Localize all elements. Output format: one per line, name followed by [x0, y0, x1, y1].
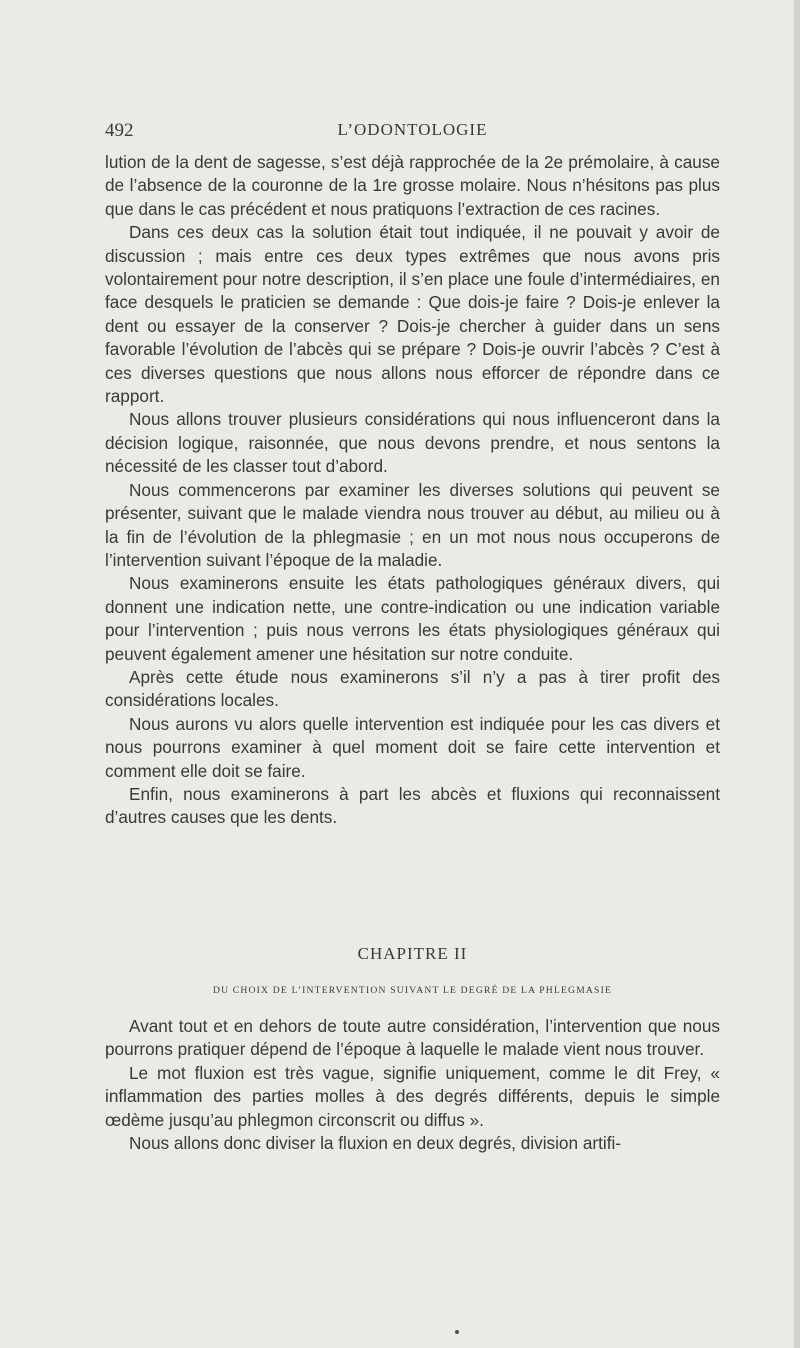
chapter-title: CHAPITRE II	[357, 944, 468, 963]
journal-title: L’ODONTOLOGIE	[337, 120, 488, 139]
paragraph: Nous examinerons ensuite les états pathologiques généraux divers, qui donnent une indication nette, une contre-indication ou une indication variable pour l’intervention ; puis nous verrons les états physiologiques généraux qui peuvent également amener une hésitation sur notre conduite.	[105, 573, 720, 664]
paragraph: Après cette étude nous examinerons s’il n’y a pas à tirer profit des considérations locales.	[105, 666, 720, 711]
chapter-subtitle-text: DU CHOIX DE L’INTERVENTION SUIVANT LE DEGRÉ DE LA PHLEGMASIE	[212, 985, 613, 996]
paragraph: Nous allons donc diviser la fluxion en deux degrés, division artifi-	[129, 1133, 622, 1154]
paragraph: lution de la dent de sagesse, s’est déjà rapprochée de la 2e prémolaire, à cause de l’absence de la couronne de la 1re grosse molaire. Nous n’hésitons pas plus que dans le cas précédent et nous pratiquons l’extraction de ces racines.	[105, 152, 720, 219]
paragraph: Avant tout et en dehors de toute autre considération, l’intervention que nous pourrons pratiquer dépend de l’époque à laquelle le malade vient nous trouver.	[105, 1016, 720, 1060]
body-text-top	[105, 151, 720, 830]
paragraph: Nous allons trouver plusieurs considérations qui nous influenceront dans la décision logique, raisonnée, que nous devons prendre, et nous sentons la nécessité de les classer tout d’abord.	[105, 409, 720, 477]
page-edge	[794, 0, 800, 1348]
paragraph: Nous aurons vu alors quelle intervention est indiquée pour les cas divers et nous pourrons examiner à quel moment doit se faire cette intervention et comment elle doit se faire.	[105, 713, 720, 781]
running-head	[105, 120, 720, 144]
ink-speck	[455, 1330, 459, 1334]
paragraph: Le mot fluxion est très vague, signifie uniquement, comme le dit Frey, « inflammation des parties molles à des degrés différents, depuis le simple œdème jusqu’au phlegmon circonscrit ou diffus ».	[105, 1062, 720, 1130]
paragraph: Enfin, nous examinerons à part les abcès et fluxions qui reconnaissent d’autres causes que les dents.	[105, 783, 720, 828]
page-number: 492	[105, 120, 134, 141]
body-text-bottom	[105, 1015, 720, 1155]
paragraph: Dans ces deux cas la solution était tout indiquée, il ne pouvait y avoir de discussion ; mais entre ces deux types extrêmes que nous avons pris volontairement pour notre description, il s’en place une foule d’intermédiaires, en face desquels le praticien se demande : Que dois-je faire ? Dois-je enlever la dent ou essayer de la conserver ? Dois-je chercher à guider dans un sens favorable l’évolution de l’abcès qui se prépare ? Dois-je ouvrir l’abcès ? C’est à ces diverses questions que nous allons nous efforcer de répondre dans ce rapport.	[105, 222, 720, 407]
paragraph: Nous commencerons par examiner les diverses solutions qui peuvent se présenter, suivant que le malade viendra nous trouver au début, au milieu ou à la fin de l’évolution de la phlegmasie ; en un mot nous nous occuperons de l’intervention suivant l’époque de la maladie.	[105, 479, 720, 570]
chapter-subtitle	[105, 985, 720, 996]
